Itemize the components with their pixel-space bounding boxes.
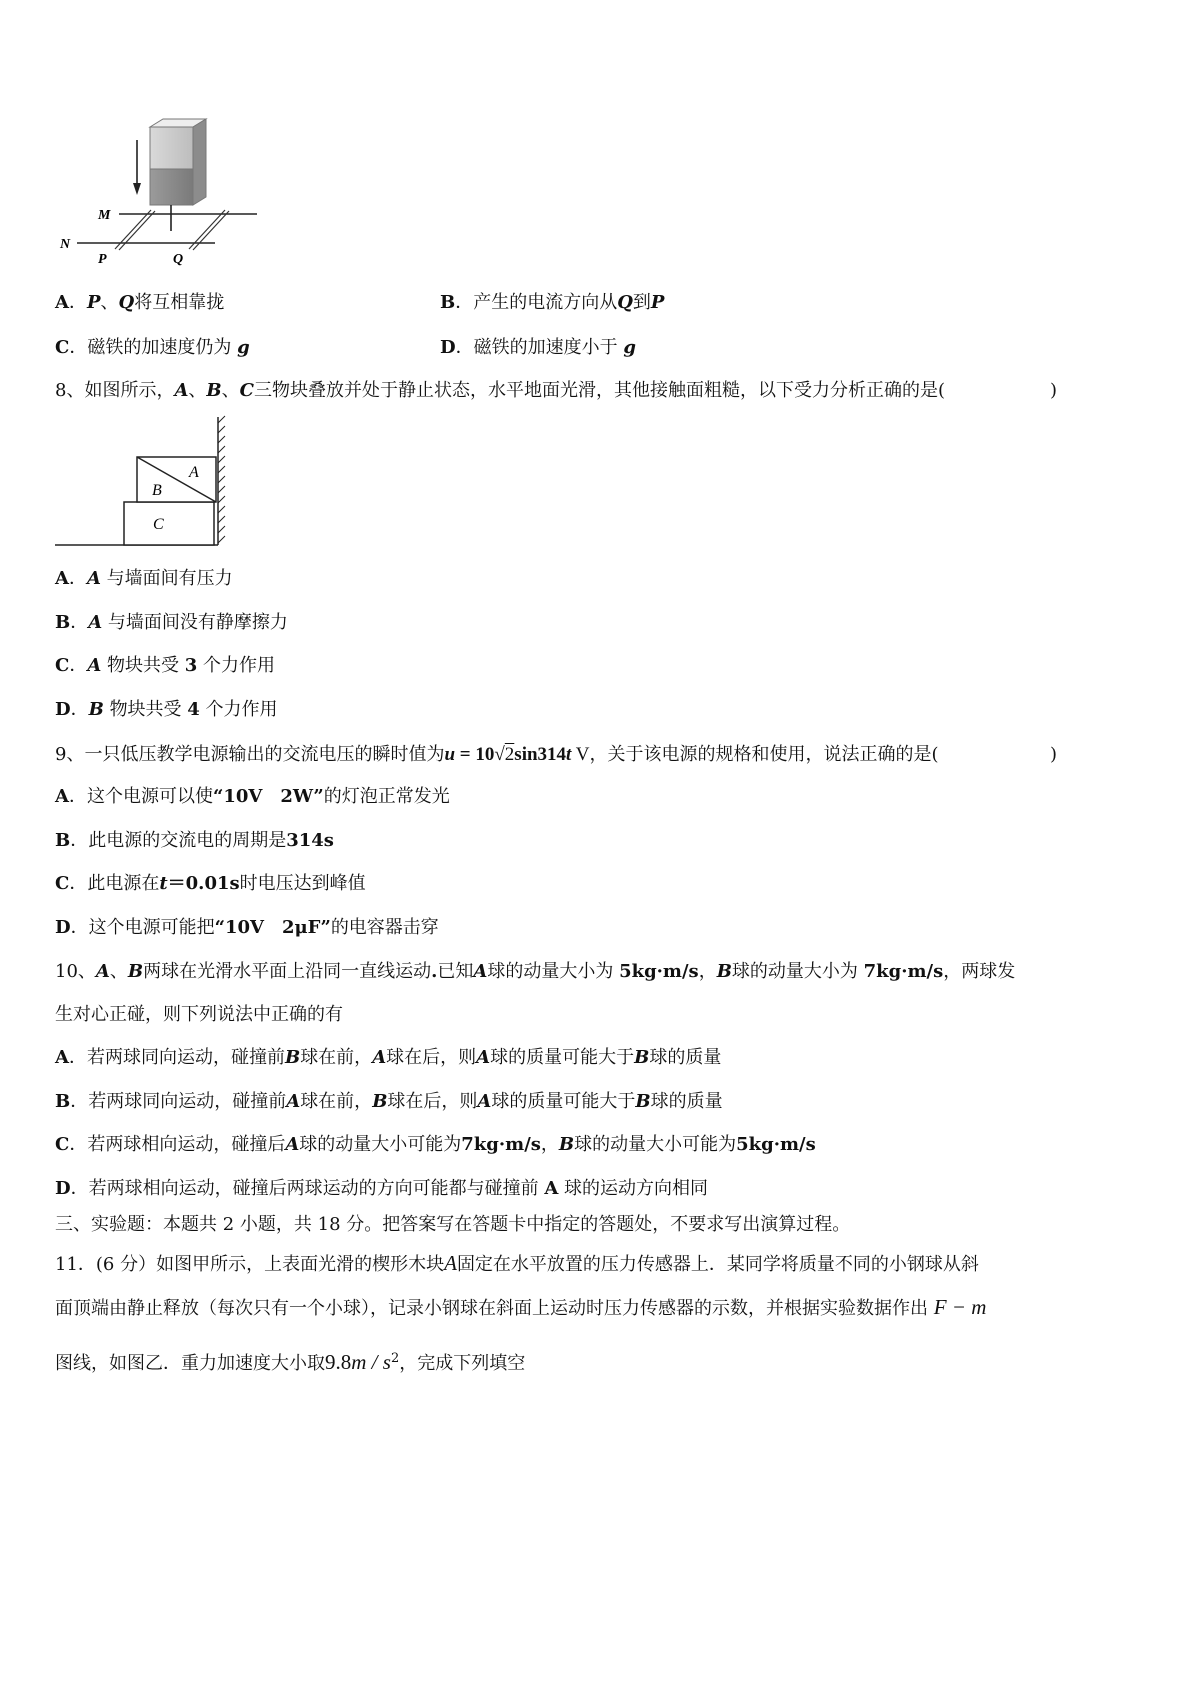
option-letter: A: [55, 786, 69, 807]
option-letter: D: [440, 337, 456, 358]
var-g: g: [623, 337, 636, 358]
var: B: [284, 1047, 301, 1068]
option-text: ．磁铁的加速度仍为: [69, 337, 232, 358]
q8-paren-close: ): [1050, 380, 1058, 401]
q8-option-a[interactable]: [55, 568, 233, 590]
option-letter: C: [55, 873, 70, 894]
q7-option-a[interactable]: [55, 292, 224, 314]
option-letter: D: [55, 1178, 71, 1199]
var-a: A: [95, 961, 110, 982]
q9-option-d[interactable]: [55, 917, 439, 939]
t: 球的质量: [649, 1047, 722, 1068]
t: 球的质量: [650, 1091, 723, 1112]
q11-text: 面顶端由静止释放（每次只有一个小球），记录小钢球在斜面上运动时压力传感器的示数，并根据实验数据作出: [55, 1298, 928, 1319]
var: B: [372, 1091, 388, 1112]
var: B: [88, 699, 104, 720]
momentum-a: 5kg·m/s: [619, 961, 699, 982]
var: A: [86, 568, 101, 589]
var-a: A: [174, 380, 189, 401]
g-exp: 2: [390, 1351, 400, 1366]
option-letter: C: [55, 1134, 70, 1155]
var: B: [635, 1091, 651, 1112]
q11-line2: [55, 1296, 986, 1320]
num: 5kg·m/s: [736, 1134, 816, 1155]
q11-line1: [55, 1252, 979, 1276]
q8-stem-pre: 8、如图所示，: [55, 380, 175, 401]
q11-line3: [55, 1348, 525, 1375]
bold-value: “10V 2W”: [212, 786, 324, 807]
q9-option-b[interactable]: [55, 830, 334, 852]
label-m: M: [98, 208, 111, 223]
q7-option-d[interactable]: [440, 337, 636, 359]
label-n: N: [60, 237, 71, 252]
var-b: B: [127, 961, 144, 982]
label-a: A: [189, 464, 199, 481]
g-unit: m / s: [351, 1350, 391, 1374]
f-m-symbol: F − m: [933, 1295, 987, 1319]
stem-text: ，两球发: [943, 961, 1016, 982]
magnet-upper-pole: [150, 127, 193, 169]
q8-option-b[interactable]: [55, 612, 288, 634]
var: A: [477, 1091, 492, 1112]
var-p: P: [650, 292, 665, 313]
q8-stem: [55, 380, 945, 402]
var: A: [286, 1091, 301, 1112]
option-text-tail: 将互相靠拢: [134, 292, 225, 313]
var-c: C: [239, 380, 254, 401]
q7-option-c[interactable]: [55, 337, 250, 359]
t: 球在后，则: [386, 1047, 477, 1068]
option-letter: C: [55, 337, 70, 358]
q7-option-b[interactable]: [440, 292, 664, 314]
label-c: C: [153, 516, 164, 533]
option-letter: D: [55, 917, 71, 938]
sep: 、: [188, 380, 207, 401]
q10-option-d[interactable]: [55, 1178, 708, 1200]
var: A: [88, 612, 103, 633]
formula-mid: = 10: [455, 744, 495, 765]
t: ．若两球同向运动，碰撞前: [68, 1047, 285, 1068]
rod-q-edge: [193, 211, 229, 250]
option-tail: 时电压达到峰值: [239, 873, 366, 894]
voltage-formula: [444, 744, 589, 765]
q10-option-c[interactable]: [55, 1134, 816, 1156]
var-q: Q: [617, 292, 633, 313]
var-p: P: [86, 292, 101, 313]
var-g: g: [237, 337, 250, 358]
t: 球的质量可能大于: [491, 1091, 636, 1112]
t: 球在后，则: [387, 1091, 478, 1112]
q11-text: 图线，如图乙．重力加速度大小取: [55, 1353, 325, 1374]
t: 球的动量大小可能为: [574, 1134, 737, 1155]
q10-stem-line1: [55, 961, 1015, 983]
var: A: [544, 1178, 559, 1199]
option-tail: 个力作用: [205, 699, 278, 720]
option-text: 物块共受: [109, 699, 182, 720]
bold-value: 314s: [286, 830, 334, 851]
option-letter: B: [55, 1091, 71, 1112]
section-3-heading: 三、实验题：本题共 2 小题，共 18 分。把答案写在答题卡中指定的答题处，不要求写出演算过程。: [55, 1214, 851, 1235]
var-a: A: [444, 1251, 457, 1275]
option-text: 物块共受: [107, 655, 180, 676]
option-letter: A: [55, 1047, 69, 1068]
q9-stem-pre: 9、一只低压教学电源输出的交流电压的瞬时值为: [55, 744, 445, 765]
bold-value: “10V 2μF”: [214, 917, 331, 938]
option-text: 与墙面间没有静摩擦力: [107, 612, 288, 633]
q11-text: ，完成下列填空: [399, 1353, 526, 1374]
q9-stem-post: ，关于该电源的规格和使用，说法正确的是(: [589, 744, 939, 765]
var-q: Q: [118, 292, 135, 313]
sep: 到: [632, 292, 651, 313]
label-b: B: [152, 482, 162, 499]
q9-paren-close: ): [1050, 744, 1058, 765]
dot: ．: [69, 655, 88, 676]
dot: ．: [70, 612, 89, 633]
t: 球的质量可能大于: [490, 1047, 635, 1068]
var: A: [372, 1047, 387, 1068]
magnet-lower-pole: [150, 169, 193, 205]
option-tail: 的电容器击穿: [330, 917, 439, 938]
stem-text: ，: [698, 961, 717, 982]
var: B: [558, 1134, 575, 1155]
sep: 、: [100, 292, 119, 313]
var: A: [476, 1047, 491, 1068]
sep: 、: [221, 380, 240, 401]
formula-root: 2: [504, 744, 515, 765]
q8-stem-post: 三物块叠放并处于静止状态，水平地面光滑，其他接触面粗糙，以下受力分析正确的是(: [253, 380, 945, 401]
num: 7kg·m/s: [461, 1134, 541, 1155]
dot: ．: [70, 699, 89, 720]
var: A: [87, 655, 102, 676]
formula-unit: V: [571, 744, 590, 765]
sep: 、: [109, 961, 128, 982]
formula-t: t: [566, 744, 572, 765]
option-letter: A: [55, 568, 69, 589]
q9-option-a[interactable]: [55, 786, 450, 808]
option-letter: A: [55, 292, 69, 313]
wall-hatch: [218, 416, 225, 543]
var-b: B: [206, 380, 222, 401]
option-text: ．此电源在: [69, 873, 160, 894]
option-letter: D: [55, 699, 71, 720]
g-value: 9.8: [325, 1350, 352, 1374]
option-letter: B: [55, 612, 71, 633]
option-text: ．这个电源可以使: [68, 786, 213, 807]
formula-sin: sin314: [514, 744, 567, 765]
rod-p-edge: [119, 211, 155, 250]
option-tail: 的灯泡正常发光: [323, 786, 450, 807]
var-b: B: [716, 961, 732, 982]
q8-figure-blocks-wall: [55, 415, 240, 550]
num: 4: [187, 699, 200, 720]
magnet-side-face: [193, 119, 206, 205]
q9-stem: [55, 744, 939, 766]
var: A: [285, 1134, 300, 1155]
option-text: ．磁铁的加速度小于: [455, 337, 618, 358]
option-text: ．此电源的交流电的周期是: [70, 830, 287, 851]
option-letter: C: [55, 655, 70, 676]
block-c: [124, 502, 214, 545]
option-letter: B: [55, 830, 71, 851]
label-q: Q: [173, 252, 184, 267]
t: 球的动量大小可能为: [299, 1134, 462, 1155]
q10-option-a[interactable]: [55, 1047, 721, 1069]
var-t: t: [159, 873, 168, 894]
stem-text: 已知: [437, 961, 474, 982]
option-text: ．: [68, 292, 87, 313]
t: ，: [540, 1134, 559, 1155]
t: ．若两球相向运动，碰撞后: [69, 1134, 286, 1155]
num: 3: [184, 655, 198, 676]
stem-text: 两球在光滑水平面上沿同一直线运动: [143, 961, 432, 982]
var: B: [634, 1047, 650, 1068]
option-text: ．这个电源可能把: [70, 917, 215, 938]
stem-text: 球的动量大小为: [731, 961, 858, 982]
t: 球在前，: [300, 1047, 373, 1068]
q11-text: 固定在水平放置的压力传感器上．某同学将质量不同的小钢球从斜: [456, 1254, 979, 1275]
stem-text: 球的动量大小为: [487, 961, 614, 982]
sqrt-icon: √: [494, 744, 505, 765]
t: 球的运动方向相同: [564, 1178, 709, 1199]
momentum-b: 7kg·m/s: [863, 961, 944, 982]
q10-num: 10、: [55, 961, 96, 982]
q8-option-d[interactable]: [55, 699, 278, 721]
option-tail: 个力作用: [203, 655, 276, 676]
q7-figure-magnet-rails: [55, 115, 275, 275]
formula-u: u: [444, 744, 456, 765]
var-a: A: [473, 961, 488, 982]
t: ．若两球同向运动，碰撞前: [70, 1091, 287, 1112]
option-text: ．产生的电流方向从: [455, 292, 618, 313]
q9-option-c[interactable]: [55, 873, 366, 895]
option-text: 与墙面间有压力: [106, 568, 233, 589]
label-p: P: [98, 252, 107, 267]
dot: ．: [68, 568, 87, 589]
bold-value: ＝0.01s: [167, 873, 240, 894]
option-letter: B: [440, 292, 456, 313]
q11-text: 11．(6 分）如图甲所示，上表面光滑的楔形木块: [55, 1254, 445, 1275]
t: ．若两球相向运动，碰撞后两球运动的方向可能都与碰撞前: [70, 1178, 539, 1199]
t: 球在前，: [300, 1091, 373, 1112]
q8-option-c[interactable]: [55, 655, 275, 677]
fall-arrow-head: [133, 183, 141, 195]
q10-stem-line2: 生对心正碰，则下列说法中正确的有: [55, 1004, 343, 1025]
q10-option-b[interactable]: [55, 1091, 723, 1113]
stem-dot: .: [431, 961, 438, 982]
